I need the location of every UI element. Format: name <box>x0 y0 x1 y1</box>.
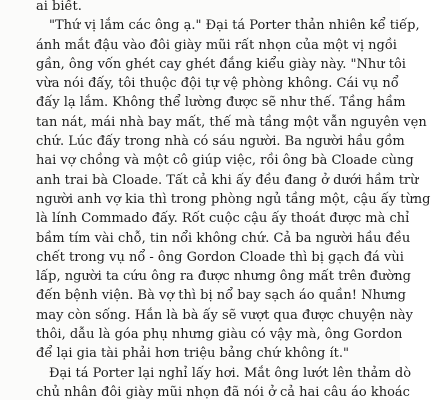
text-line-19: để lại gia tài phải hơn triệu bảng chứ không ít." <box>36 346 349 362</box>
text-line-13: bầm tím vài chỗ, tin nổi không chứ. Cả ba người hầu đều <box>36 230 411 246</box>
text-line-3: ánh mắt đậu vào đôi giày mũi rất nhọn của một vị ngồi <box>36 37 397 53</box>
text-line-10: anh trai bà Cloade. Tất cả khi ấy đều đang ở dưới hầm trừ <box>36 172 419 188</box>
text-line-7: tan nát, mái nhà bay mất, thế mà tầng một vẫn nguyên vẹn <box>36 114 427 130</box>
text-line-17: may còn sống. Hắn là bà ấy sẽ vượt qua được chuyện này <box>36 307 413 323</box>
text-line-14: chết trong vụ nổ - ông Gordon Cloade thì bị gạch đá vùi <box>36 249 404 265</box>
text-line-2: "Thứ vị lắm các ông ạ." Đại tá Porter thản nhiên kể tiếp, <box>49 18 420 34</box>
text-line-11: người anh vợ kia thì trong phòng ngủ tầng một, cậu ấy từng <box>36 191 431 207</box>
text-line-6: đấy lạ lắm. Không thể lường được sẽ như thế. Tầng hầm <box>36 95 406 111</box>
text-line-9: hai vợ chồng và một cô giúp việc, rồi ông bà Cloade cùng <box>36 153 414 169</box>
text-line-1: ai biết. <box>36 0 82 14</box>
text-line-20: Đại tá Porter lại nghỉ lấy hơi. Mắt ông lướt lên thảm dò <box>49 365 412 381</box>
text-line-8: chứ. Lúc đấy trong nhà có sáu người. Ba người hầu gồm <box>36 134 405 150</box>
text-line-18: thôi, dẫu là góa phụ nhưng giàu có vậy mà, ông Gordon <box>36 327 403 343</box>
text-line-16: đến bệnh viện. Bà vợ thì bị nổ bay sạch áo quần! Nhưng <box>36 288 406 304</box>
text-line-15: lấp, người ta cứu ông ra được nhưng ông mất trên đường <box>36 269 411 285</box>
body-text <box>36 0 431 400</box>
text-line-21: chủ nhân đôi giày mũi nhọn đã nói ở cả hai câu áo khoác <box>36 384 410 400</box>
text-line-4: gần, ông vốn ghét cay ghét đắng kiểu giày này. "Như tôi <box>36 56 406 72</box>
text-line-5: vừa nói đấy, tôi thuộc đội tự vệ phòng không. Cái vụ nổ <box>36 76 399 92</box>
text-line-12: là lính Commado đấy. Rốt cuộc cậu ấy thoát được mà chỉ <box>36 211 410 227</box>
